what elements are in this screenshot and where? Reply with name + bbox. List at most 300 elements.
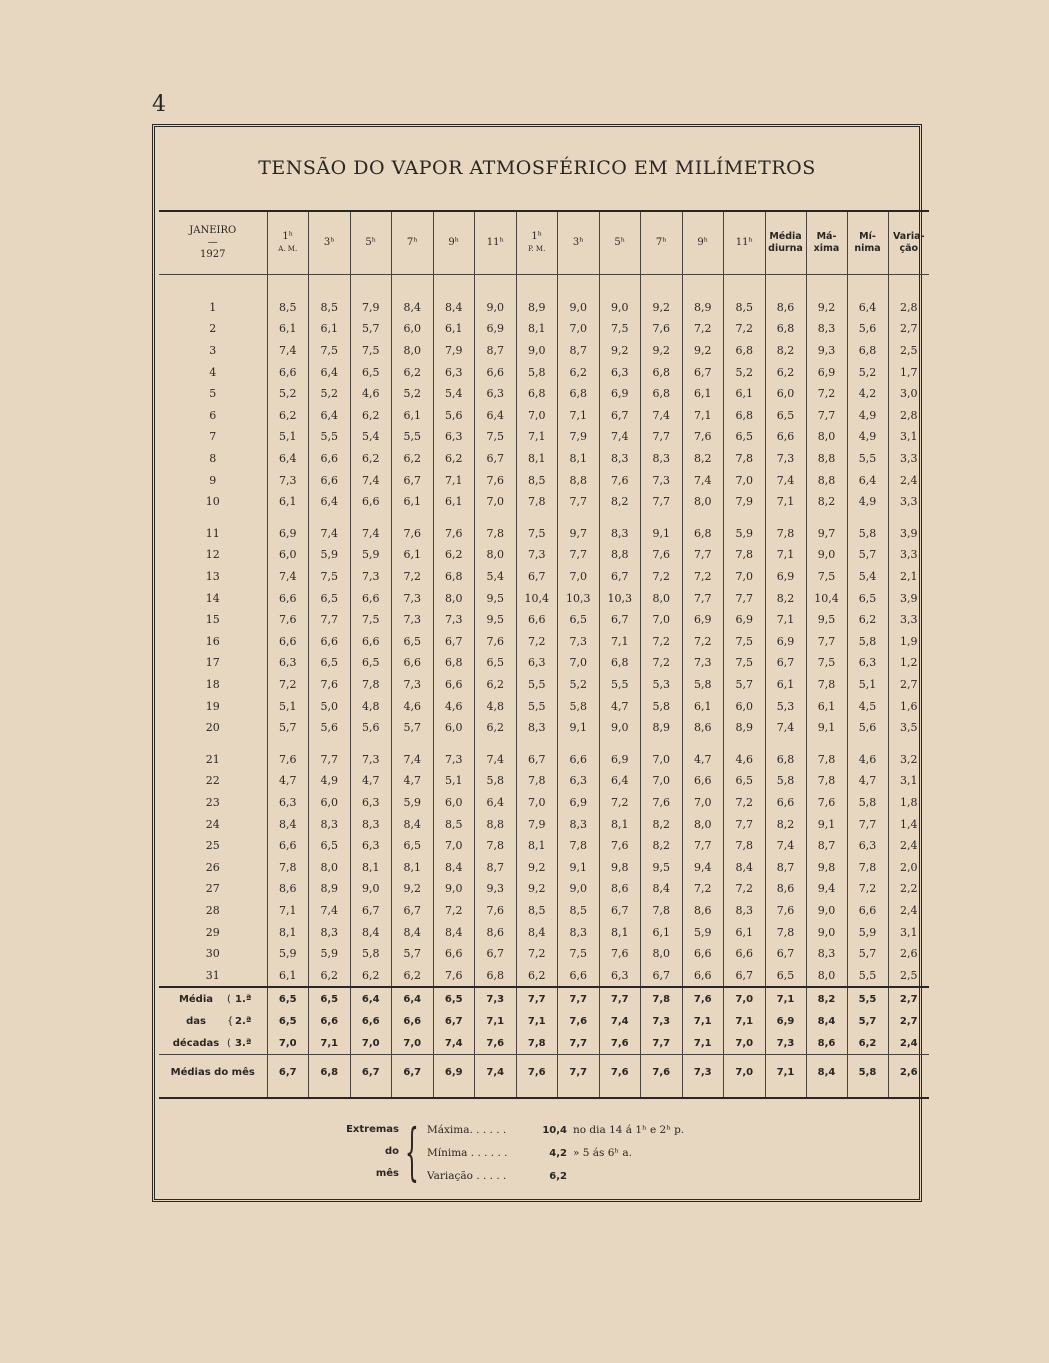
value-cell: 7,6	[309, 674, 351, 696]
value-cell: 7,6	[641, 544, 683, 566]
decade-number: 2.ª	[235, 1015, 252, 1027]
value-cell: 6,2	[350, 448, 392, 470]
table-end-row	[159, 1089, 929, 1098]
spacer-row	[159, 275, 929, 297]
day-number: 31	[205, 968, 220, 982]
value-cell: 5,2	[558, 674, 600, 696]
value-cell: 7,7	[682, 835, 724, 857]
value-cell: 7,7	[558, 987, 600, 1010]
value-cell: 7,8	[724, 835, 766, 857]
value-cell: 6,6	[516, 609, 558, 631]
value-cell: 4,7	[392, 770, 434, 792]
month-name: JANEIRO	[189, 225, 237, 236]
value-cell: 7,7	[724, 587, 766, 609]
summary-rows	[159, 987, 929, 1098]
value-cell: 5,9	[392, 792, 434, 814]
value-cell: 6,5	[350, 361, 392, 383]
value-cell: 5,8	[516, 361, 558, 383]
value-cell: 8,9	[641, 717, 683, 739]
value-cell: 10,4	[516, 587, 558, 609]
decade-number: 1.ª	[235, 993, 252, 1005]
value-cell: 6,6	[392, 1010, 434, 1032]
stat-header-variacao: Varia- ção	[888, 211, 929, 275]
value-cell: 7,8	[847, 856, 888, 878]
value-cell: 5,5	[847, 964, 888, 987]
value-cell: 5,8	[847, 792, 888, 814]
value-cell: 7,5	[806, 652, 847, 674]
value-cell: 6,1	[765, 674, 806, 696]
value-cell: 8,4	[392, 297, 434, 319]
table-row	[159, 748, 929, 770]
value-cell: 8,3	[724, 900, 766, 922]
value-cell: 8,5	[516, 900, 558, 922]
value-cell: 5,5	[847, 987, 888, 1010]
value-cell: 8,0	[682, 491, 724, 513]
day-number: 20	[205, 721, 220, 735]
value-cell: 6,0	[765, 383, 806, 405]
value-cell: 5,7	[392, 717, 434, 739]
table-row	[159, 631, 929, 653]
value-cell: 7,8	[806, 770, 847, 792]
value-cell: 6,7	[516, 566, 558, 588]
value-cell: 8,3	[350, 813, 392, 835]
day-number: 16	[205, 634, 220, 648]
value-cell: 5,9	[309, 544, 351, 566]
value-cell: 7,8	[558, 835, 600, 857]
value-cell: 6,2	[267, 405, 309, 427]
value-cell: 6,3	[350, 792, 392, 814]
value-cell: 8,1	[350, 856, 392, 878]
value-cell: 6,6	[350, 631, 392, 653]
value-cell: 8,4	[392, 813, 434, 835]
value-cell: 7,0	[724, 1055, 766, 1090]
value-cell: 8,3	[309, 921, 351, 943]
table-row	[159, 878, 929, 900]
value-cell: 6,4	[475, 405, 517, 427]
value-cell: 6,6	[350, 1010, 392, 1032]
value-cell: 6,5	[309, 835, 351, 857]
value-cell: 7,2	[267, 674, 309, 696]
value-cell: 6,3	[599, 361, 641, 383]
value-cell: 7,7	[806, 405, 847, 427]
value-cell: 7,1	[475, 1010, 517, 1032]
value-cell: 6,5	[392, 835, 434, 857]
value-cell: 9,0	[806, 921, 847, 943]
value-cell: 7,1	[309, 1032, 351, 1055]
value-cell: 5,4	[847, 566, 888, 588]
value-cell: 7,1	[765, 987, 806, 1010]
value-cell: 7,5	[724, 631, 766, 653]
value-cell: 6,2	[516, 964, 558, 987]
value-cell: 3,9	[888, 523, 929, 545]
table-row	[159, 717, 929, 739]
value-cell: 7,2	[682, 631, 724, 653]
value-cell: 3,3	[888, 609, 929, 631]
value-cell: 6,7	[392, 469, 434, 491]
value-cell: 1,7	[888, 361, 929, 383]
value-cell: 7,6	[599, 1055, 641, 1090]
value-cell: 7,1	[765, 609, 806, 631]
value-cell: 7,8	[641, 900, 683, 922]
value-cell: 6,1	[392, 491, 434, 513]
value-cell: 6,6	[267, 835, 309, 857]
table-row	[159, 835, 929, 857]
stat-header-minima: Mí- nima	[847, 211, 888, 275]
value-cell: 8,1	[516, 448, 558, 470]
day-number: 23	[205, 795, 220, 809]
page-title: TENSÃO DO VAPOR ATMOSFÉRICO EM MILÍMETROS	[258, 157, 816, 179]
value-cell: 7,2	[682, 566, 724, 588]
value-cell: 6,1	[806, 695, 847, 717]
value-cell: 5,6	[350, 717, 392, 739]
value-cell: 7,6	[682, 426, 724, 448]
value-cell: 7,8	[516, 1032, 558, 1055]
value-cell: 7,5	[724, 652, 766, 674]
value-cell: 6,6	[682, 943, 724, 965]
value-cell: 8,3	[516, 717, 558, 739]
value-cell: 5,5	[392, 426, 434, 448]
decade-mean-row	[159, 1032, 929, 1055]
decade-label	[159, 1010, 267, 1032]
value-cell: 8,0	[309, 856, 351, 878]
value-cell: 9,2	[516, 878, 558, 900]
day-number: 27	[205, 882, 220, 896]
value-cell: 9,2	[392, 878, 434, 900]
day-number: 4	[209, 365, 217, 379]
value-cell: 6,6	[350, 587, 392, 609]
value-cell: 6,9	[765, 1010, 806, 1032]
stat-header-media: Média diurna	[765, 211, 806, 275]
value-cell: 8,5	[433, 813, 475, 835]
table-row	[159, 448, 929, 470]
value-cell: 8,1	[516, 318, 558, 340]
value-cell: 6,3	[433, 361, 475, 383]
value-cell: 5,5	[516, 674, 558, 696]
month-mean-row	[159, 1055, 929, 1090]
table-row	[159, 609, 929, 631]
table-row	[159, 405, 929, 427]
value-cell: 7,0	[641, 748, 683, 770]
value-cell: 6,2	[392, 448, 434, 470]
value-cell: 6,0	[267, 544, 309, 566]
value-cell: 6,9	[433, 1055, 475, 1090]
value-cell: 8,2	[806, 491, 847, 513]
value-cell: 2,7	[888, 674, 929, 696]
value-cell: 7,1	[558, 405, 600, 427]
value-cell: 6,7	[765, 652, 806, 674]
decade-brace: (	[227, 1037, 231, 1049]
value-cell: 8,1	[599, 813, 641, 835]
brace-glyph: {	[405, 1115, 419, 1188]
month-mean-label: Médias do mês	[159, 1055, 267, 1090]
decade-gap	[159, 513, 929, 523]
value-cell: 2,7	[888, 987, 929, 1010]
day-number: 14	[205, 591, 220, 605]
value-cell: 6,8	[641, 383, 683, 405]
value-cell: 8,4	[806, 1055, 847, 1090]
page-number: 4	[152, 92, 166, 117]
value-cell: 6,6	[558, 748, 600, 770]
value-cell: 6,0	[433, 792, 475, 814]
value-cell: 7,2	[724, 318, 766, 340]
day-number: 7	[209, 430, 217, 444]
value-cell: 4,8	[350, 695, 392, 717]
value-cell: 4,7	[599, 695, 641, 717]
table-row	[159, 523, 929, 545]
value-cell: 8,6	[267, 878, 309, 900]
value-cell: 8,9	[516, 297, 558, 319]
value-cell: 5,2	[267, 383, 309, 405]
value-cell: 6,5	[475, 652, 517, 674]
value-cell: 8,4	[350, 921, 392, 943]
value-cell: 7,0	[516, 405, 558, 427]
value-cell: 5,7	[847, 943, 888, 965]
value-cell: 3,9	[888, 587, 929, 609]
decade-gap	[159, 738, 929, 748]
value-cell: 7,4	[475, 1055, 517, 1090]
value-cell: 6,7	[475, 448, 517, 470]
value-cell: 6,5	[847, 587, 888, 609]
value-cell: 7,0	[724, 1032, 766, 1055]
value-cell: 6,8	[433, 566, 475, 588]
value-cell: 8,2	[806, 987, 847, 1010]
value-cell: 6,5	[558, 609, 600, 631]
value-cell: 8,1	[558, 448, 600, 470]
value-cell: 6,4	[392, 987, 434, 1010]
value-cell: 8,6	[806, 1032, 847, 1055]
value-cell: 6,9	[682, 609, 724, 631]
value-cell: 2,4	[888, 835, 929, 857]
value-cell: 5,7	[724, 674, 766, 696]
value-cell: 8,6	[682, 900, 724, 922]
value-cell: 7,2	[599, 792, 641, 814]
month-year: 1927	[200, 249, 226, 260]
value-cell: 7,1	[765, 1055, 806, 1090]
value-cell: 6,7	[599, 609, 641, 631]
value-cell: 6,2	[847, 1032, 888, 1055]
value-cell: 6,6	[392, 652, 434, 674]
value-cell: 7,8	[516, 491, 558, 513]
value-cell: 6,7	[433, 1010, 475, 1032]
value-cell: 9,8	[599, 856, 641, 878]
value-cell: 8,4	[806, 1010, 847, 1032]
value-cell: 8,5	[724, 297, 766, 319]
value-cell: 8,0	[806, 426, 847, 448]
value-cell: 10,3	[599, 587, 641, 609]
value-cell: 8,3	[806, 318, 847, 340]
value-cell: 7,4	[267, 566, 309, 588]
value-cell: 7,3	[392, 674, 434, 696]
value-cell: 6,6	[765, 792, 806, 814]
value-cell: 6,1	[641, 921, 683, 943]
value-cell: 10,4	[806, 587, 847, 609]
value-cell: 7,1	[516, 1010, 558, 1032]
value-cell: 6,6	[558, 964, 600, 987]
value-cell: 6,1	[433, 491, 475, 513]
value-cell: 7,2	[641, 652, 683, 674]
day-number: 29	[205, 925, 220, 939]
hour-header: 3ʰ	[558, 211, 600, 275]
value-cell: 5,4	[350, 426, 392, 448]
value-cell: 6,4	[475, 792, 517, 814]
value-cell: 6,6	[724, 943, 766, 965]
value-cell: 6,5	[309, 652, 351, 674]
value-cell: 8,2	[682, 448, 724, 470]
value-cell: 2,5	[888, 340, 929, 362]
value-cell: 4,9	[847, 405, 888, 427]
value-cell: 6,6	[267, 587, 309, 609]
hour-header: 11ʰ	[724, 211, 766, 275]
value-cell: 7,3	[516, 544, 558, 566]
value-cell: 6,2	[309, 964, 351, 987]
value-cell: 5,5	[847, 448, 888, 470]
vapor-table	[159, 210, 929, 1099]
value-cell: 3,5	[888, 717, 929, 739]
value-cell: 6,7	[350, 900, 392, 922]
value-cell: 6,7	[392, 1055, 434, 1090]
value-cell: 9,7	[558, 523, 600, 545]
day-number: 24	[205, 817, 220, 831]
value-cell: 6,8	[847, 340, 888, 362]
value-cell: 7,2	[724, 878, 766, 900]
value-cell: 6,7	[433, 631, 475, 653]
value-cell: 9,2	[641, 340, 683, 362]
day-number: 25	[205, 839, 220, 853]
value-cell: 8,0	[392, 340, 434, 362]
value-cell: 3,1	[888, 426, 929, 448]
value-cell: 8,6	[765, 297, 806, 319]
value-cell: 6,5	[765, 405, 806, 427]
value-cell: 7,6	[641, 318, 683, 340]
value-cell: 7,0	[558, 652, 600, 674]
value-cell: 2,4	[888, 469, 929, 491]
value-cell: 6,5	[267, 1010, 309, 1032]
day-number: 6	[209, 408, 217, 422]
value-cell: 8,2	[765, 587, 806, 609]
value-cell: 5,4	[475, 566, 517, 588]
value-cell: 9,0	[558, 878, 600, 900]
value-cell: 6,4	[350, 987, 392, 1010]
value-cell: 8,9	[682, 297, 724, 319]
value-cell: 5,8	[765, 770, 806, 792]
value-cell: 4,6	[847, 748, 888, 770]
value-cell: 8,7	[765, 856, 806, 878]
value-cell: 5,8	[847, 631, 888, 653]
value-cell: 7,6	[433, 523, 475, 545]
value-cell: 7,4	[267, 340, 309, 362]
value-cell: 7,1	[682, 1010, 724, 1032]
value-cell: 9,0	[350, 878, 392, 900]
value-cell: 8,7	[806, 835, 847, 857]
day-number: 11	[205, 526, 220, 540]
value-cell: 5,8	[847, 523, 888, 545]
value-cell: 6,2	[475, 717, 517, 739]
value-cell: 5,1	[433, 770, 475, 792]
value-cell: 7,7	[641, 491, 683, 513]
value-cell: 9,5	[475, 587, 517, 609]
value-cell: 6,4	[599, 770, 641, 792]
table-frame	[152, 124, 925, 1202]
value-cell: 7,9	[350, 297, 392, 319]
value-cell: 7,6	[475, 469, 517, 491]
value-cell: 6,1	[724, 921, 766, 943]
value-cell: 7,8	[765, 523, 806, 545]
value-cell: 7,3	[392, 587, 434, 609]
value-cell: 6,5	[433, 987, 475, 1010]
value-cell: 7,5	[309, 566, 351, 588]
day-number: 30	[205, 947, 220, 961]
value-cell: 7,2	[641, 566, 683, 588]
table-row	[159, 544, 929, 566]
value-cell: 6,7	[392, 900, 434, 922]
value-cell: 8,3	[309, 813, 351, 835]
value-cell: 6,1	[682, 383, 724, 405]
value-cell: 8,0	[641, 587, 683, 609]
value-cell: 8,2	[765, 813, 806, 835]
day-number: 8	[209, 452, 217, 466]
value-cell: 7,6	[682, 987, 724, 1010]
value-cell: 7,9	[558, 426, 600, 448]
value-cell: 8,7	[558, 340, 600, 362]
header-row	[159, 211, 929, 275]
value-cell: 7,3	[350, 748, 392, 770]
value-cell: 6,9	[267, 523, 309, 545]
value-cell: 6,1	[309, 318, 351, 340]
decade-word: das	[186, 1015, 206, 1027]
value-cell: 10,3	[558, 587, 600, 609]
value-cell: 8,5	[309, 297, 351, 319]
value-cell: 7,3	[641, 469, 683, 491]
value-cell: 7,4	[350, 469, 392, 491]
value-cell: 7,6	[599, 1032, 641, 1055]
value-cell: 6,2	[350, 964, 392, 987]
value-cell: 6,9	[475, 318, 517, 340]
value-cell: 6,3	[558, 770, 600, 792]
value-cell: 8,4	[433, 297, 475, 319]
value-cell: 8,4	[267, 813, 309, 835]
value-cell: 7,5	[475, 426, 517, 448]
value-cell: 8,0	[682, 813, 724, 835]
value-cell: 7,2	[392, 566, 434, 588]
value-cell: 7,6	[641, 1055, 683, 1090]
value-cell: 7,4	[641, 405, 683, 427]
value-cell: 5,4	[433, 383, 475, 405]
day-number: 5	[209, 387, 217, 401]
value-cell: 7,7	[558, 544, 600, 566]
value-cell: 2,1	[888, 566, 929, 588]
value-cell: 5,1	[847, 674, 888, 696]
value-cell: 9,0	[516, 340, 558, 362]
value-cell: 4,5	[847, 695, 888, 717]
value-cell: 6,6	[682, 770, 724, 792]
value-cell: 7,6	[267, 748, 309, 770]
table-row	[159, 318, 929, 340]
value-cell: 6,7	[682, 361, 724, 383]
value-cell: 7,8	[267, 856, 309, 878]
value-cell: 8,0	[641, 943, 683, 965]
value-cell: 7,4	[392, 748, 434, 770]
value-cell: 7,7	[682, 544, 724, 566]
value-cell: 8,5	[558, 900, 600, 922]
day-number: 12	[205, 548, 220, 562]
value-cell: 7,0	[641, 770, 683, 792]
value-cell: 6,5	[724, 770, 766, 792]
value-cell: 7,2	[641, 631, 683, 653]
hour-header: 7ʰ	[641, 211, 683, 275]
value-cell: 6,0	[433, 717, 475, 739]
value-cell: 8,2	[641, 835, 683, 857]
value-cell: 6,4	[847, 469, 888, 491]
